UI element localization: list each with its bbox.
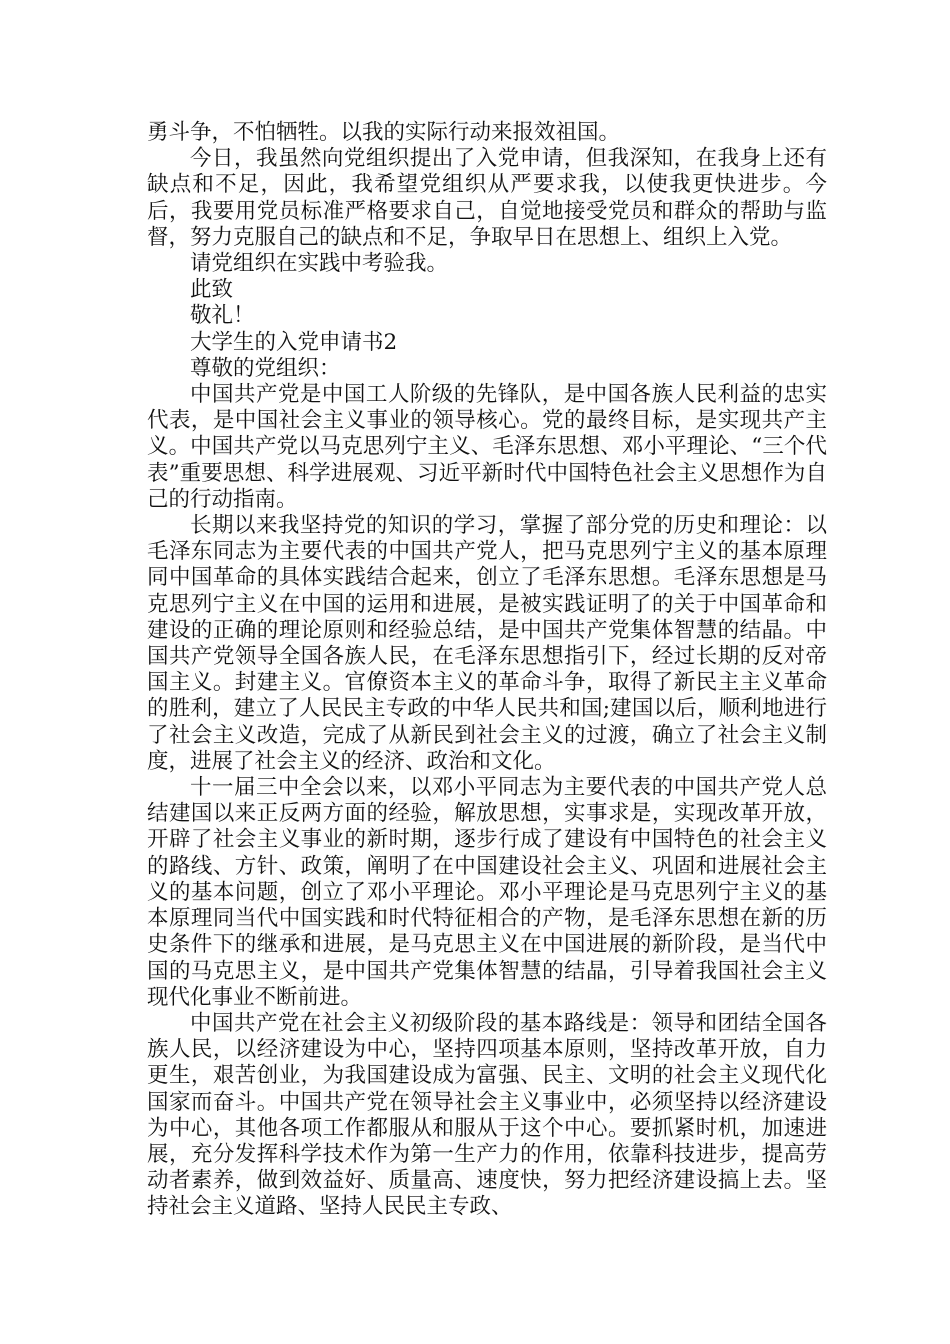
paragraph-1: 勇斗争，不怕牺牲。以我的实际行动来报效祖国。 bbox=[147, 120, 621, 145]
paragraph-3: 请党组织在实践中考验我。 bbox=[190, 251, 449, 277]
paragraph-9: 长期以来我坚持党的知识的学习，掌握了部分党的历史和理论：以毛泽东同志为主要代表的中国共产党人，把马克思列宁主义的基本原理同中国革命的具体实践结合起来，创立了毛泽东思想。毛泽东思想是马克思列宁主义在中国的运用和进展，是被实践证明了的关于中国革命和建设的正确的理论原则和经验总结，是中国共产党集体智慧的结晶。中国共产党领导全国各族人民，在毛泽东思想指引下，经过长期的反对帝国主义。封建主义。官僚资本主义的革命斗争，取得了新民主主义革命的胜利，建立了人民民主专政的中华人民共和国;建国以后，顺利地进行了社会主义改造，完成了从新民到社会主义的过渡，确立了社会主义制度，进展了社会主义的经济、政治和文化。 bbox=[147, 513, 827, 774]
section-title: 大学生的入党申请书2 bbox=[190, 329, 398, 355]
greeting: 尊敬的党组织： bbox=[190, 355, 341, 381]
paragraph-8: 中国共产党是中国工人阶级的先锋队，是中国各族人民利益的忠实代表，是中国社会主义事业的领导核心。党的最终目标，是实现共产主义。中国共产党以马克思列宁主义、毛泽东思想、邓小平理论、“三个代表”重要思想、科学进展观、习近平新时代中国特色社会主义思想作为自己的行动指南。 bbox=[147, 382, 827, 512]
salutation-cizhi: 此致 bbox=[190, 277, 234, 303]
paragraph-2: 今日，我虽然向党组织提出了入党申请，但我深知，在我身上还有缺点和不足，因此，我希望党组织从严要求我，以使我更快进步。今后，我要用党员标准严格要求自己，自觉地接受党员和群众的帮助与监督，努力克服自己的缺点和不足，争取早日在思想上、组织上入党。 bbox=[147, 146, 827, 250]
salutation-jingli: 敬礼！ bbox=[190, 303, 255, 329]
paragraph-11: 中国共产党在社会主义初级阶段的基本路线是：领导和团结全国各族人民，以经济建设为中心，坚持四项基本原则，坚持改革开放，自力更生，艰苦创业，为我国建设成为富强、民主、文明的社会主义现代化国家而奋斗。中国共产党在领导社会主义事业中，必须坚持以经济建设为中心，其他各项工作都服从和服从于这个中心。要抓紧时机，加速进展，充分发挥科学技术作为第一生产力的作用，依靠科技进步，提高劳动者素养，做到效益好、质量高、速度快，努力把经济建设搞上去。坚持社会主义道路、坚持人民民主专政、 bbox=[147, 1010, 827, 1220]
document-body bbox=[147, 120, 827, 1221]
paragraph-10: 十一届三中全会以来，以邓小平同志为主要代表的中国共产党人总结建国以来正反两方面的经验，解放思想，实事求是，实现改革开放，开辟了社会主义事业的新时期，逐步行成了建设有中国特色的社会主义的路线、方针、政策，阐明了在中国建设社会主义、巩固和进展社会主义的基本问题，创立了邓小平理论。邓小平理论是马克思列宁主义的基本原理同当代中国实践和时代特征相合的产物，是毛泽东思想在新的历史条件下的继承和进展，是马克思主义在中国进展的新阶段，是当代中国的马克思主义，是中国共产党集体智慧的结晶，引导着我国社会主义现代化事业不断前进。 bbox=[147, 775, 827, 1010]
